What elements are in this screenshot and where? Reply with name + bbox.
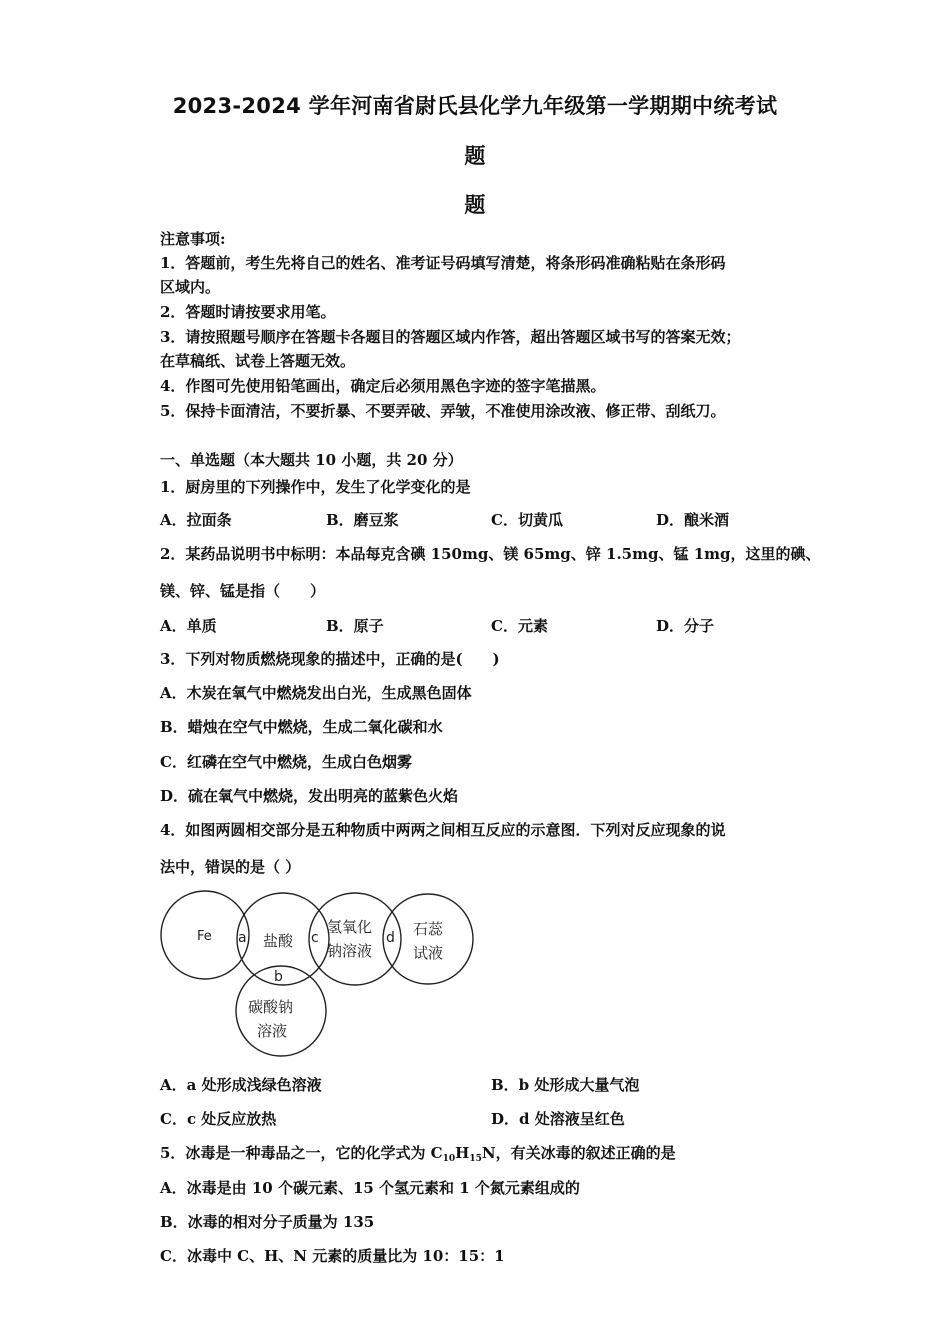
- q5-subscript-carbon: 10: [442, 1154, 456, 1164]
- label-hydrochloric-acid: 盐酸: [263, 932, 294, 950]
- label-litmus-line2: 试液: [413, 944, 444, 962]
- notice-item: 5．保持卡面清洁，不要折暴、不要弄破、弄皱，不准使用涂改液、修正带、刮纸刀。: [160, 402, 726, 420]
- label-b: b: [274, 969, 283, 985]
- question-4-stem: 4．如图两圆相交部分是五种物质中两两之间相互反应的示意图．下列对反应现象的说: [160, 821, 726, 839]
- label-carbonate-line1: 碳酸钠: [248, 998, 294, 1016]
- q4-option-b: B．b 处形成大量气泡: [491, 1076, 640, 1094]
- section-heading: 一、单选题（本大题共 10 小题，共 20 分）: [160, 451, 463, 469]
- q3-option-c: C．红磷在空气中燃烧，生成白色烟雾: [160, 753, 412, 771]
- circle-litmus: [383, 894, 473, 984]
- q5-subscript-hydrogen: 15: [469, 1154, 482, 1164]
- question-2-stem: 2．某药品说明书中标明：本品每克含碘 150mg、镁 65mg、锌 1.5mg、锰 1mg，这里的碘、: [160, 545, 821, 563]
- page-title: 2023-2024 学年河南省尉氏县化学九年级第一学期期中统考试: [172, 94, 778, 118]
- q3-option-b: B．蜡烛在空气中燃烧，生成二氧化碳和水: [160, 718, 443, 736]
- circles-diagram-svg: [155, 884, 480, 1064]
- q1-option-d: D．酿米酒: [656, 511, 730, 529]
- notice-item: 区域内。: [160, 278, 221, 296]
- notice-heading: 注意事项:: [160, 230, 226, 248]
- q3-option-a: A．木炭在氧气中燃烧发出白光，生成黑色固体: [160, 684, 472, 702]
- q1-option-a: A．拉面条: [160, 511, 232, 529]
- q3-option-d: D．硫在氧气中燃烧，发出明亮的蓝紫色火焰: [160, 787, 459, 805]
- reaction-diagram: [155, 884, 480, 1064]
- notice-item: 1．答题前，考生先将自己的姓名、准考证号码填写清楚，将条形码准确粘贴在条形码: [160, 254, 726, 272]
- q5-option-a: A．冰毒是由 10 个碳元素、15 个氢元素和 1 个氮元素组成的: [160, 1179, 580, 1197]
- label-c: c: [311, 930, 319, 946]
- q4-option-a: A．a 处形成浅绿色溶液: [160, 1076, 322, 1094]
- label-litmus-line1: 石蕊: [413, 920, 444, 938]
- q1-option-b: B．磨豆浆: [326, 511, 399, 529]
- q5-stem-text: 5．冰毒是一种毒品之一，它的化学式为 C: [160, 1144, 443, 1162]
- page-title-continuation: 题: [464, 144, 486, 168]
- q5-option-b: B．冰毒的相对分子质量为 135: [160, 1213, 375, 1231]
- label-fe: Fe: [197, 929, 212, 944]
- label-naoh-line1: 氢氧化: [327, 918, 373, 936]
- q5-hydrogen-symbol: H: [455, 1144, 470, 1162]
- q4-option-c: C．c 处反应放热: [160, 1110, 277, 1128]
- q5-option-c: C．冰毒中 C、H、N 元素的质量比为 10：15：1: [160, 1247, 505, 1265]
- q2-option-a: A．单质: [160, 617, 217, 635]
- notice-item: 2．答题时请按要求用笔。: [160, 303, 336, 321]
- label-naoh-line2: 钠溶液: [327, 942, 373, 960]
- question-5-stem: [160, 1142, 676, 1170]
- notice-item: 在草稿纸、试卷上答题无效。: [160, 352, 356, 370]
- label-a: a: [238, 930, 247, 946]
- q2-option-d: D．分子: [656, 617, 715, 635]
- notice-item: 3．请按照题号顺序在答题卡各题目的答题区域内作答，超出答题区域书写的答案无效；: [160, 328, 741, 346]
- question-2-stem-cont: 镁、锌、锰是指（ ）: [160, 582, 326, 600]
- label-d: d: [386, 930, 395, 946]
- notice-item: 4．作图可先使用铅笔画出，确定后必须用黑色字迹的签字笔描黑。: [160, 377, 606, 395]
- question-4-stem-cont: 法中，错误的是（ ）: [160, 858, 301, 876]
- q1-option-c: C．切黄瓜: [491, 511, 563, 529]
- q4-option-d: D．d 处溶液呈红色: [491, 1110, 625, 1128]
- q5-stem-text-end: N，有关冰毒的叙述正确的是: [481, 1144, 676, 1162]
- page-subtitle: 题: [464, 193, 486, 217]
- label-carbonate-line2: 溶液: [257, 1022, 288, 1040]
- question-3-stem: 3．下列对物质燃烧现象的描述中，正确的是( ): [160, 650, 500, 668]
- question-1-stem: 1．厨房里的下列操作中，发生了化学变化的是: [160, 478, 471, 496]
- q2-option-b: B．原子: [326, 617, 384, 635]
- q2-option-c: C．元素: [491, 617, 548, 635]
